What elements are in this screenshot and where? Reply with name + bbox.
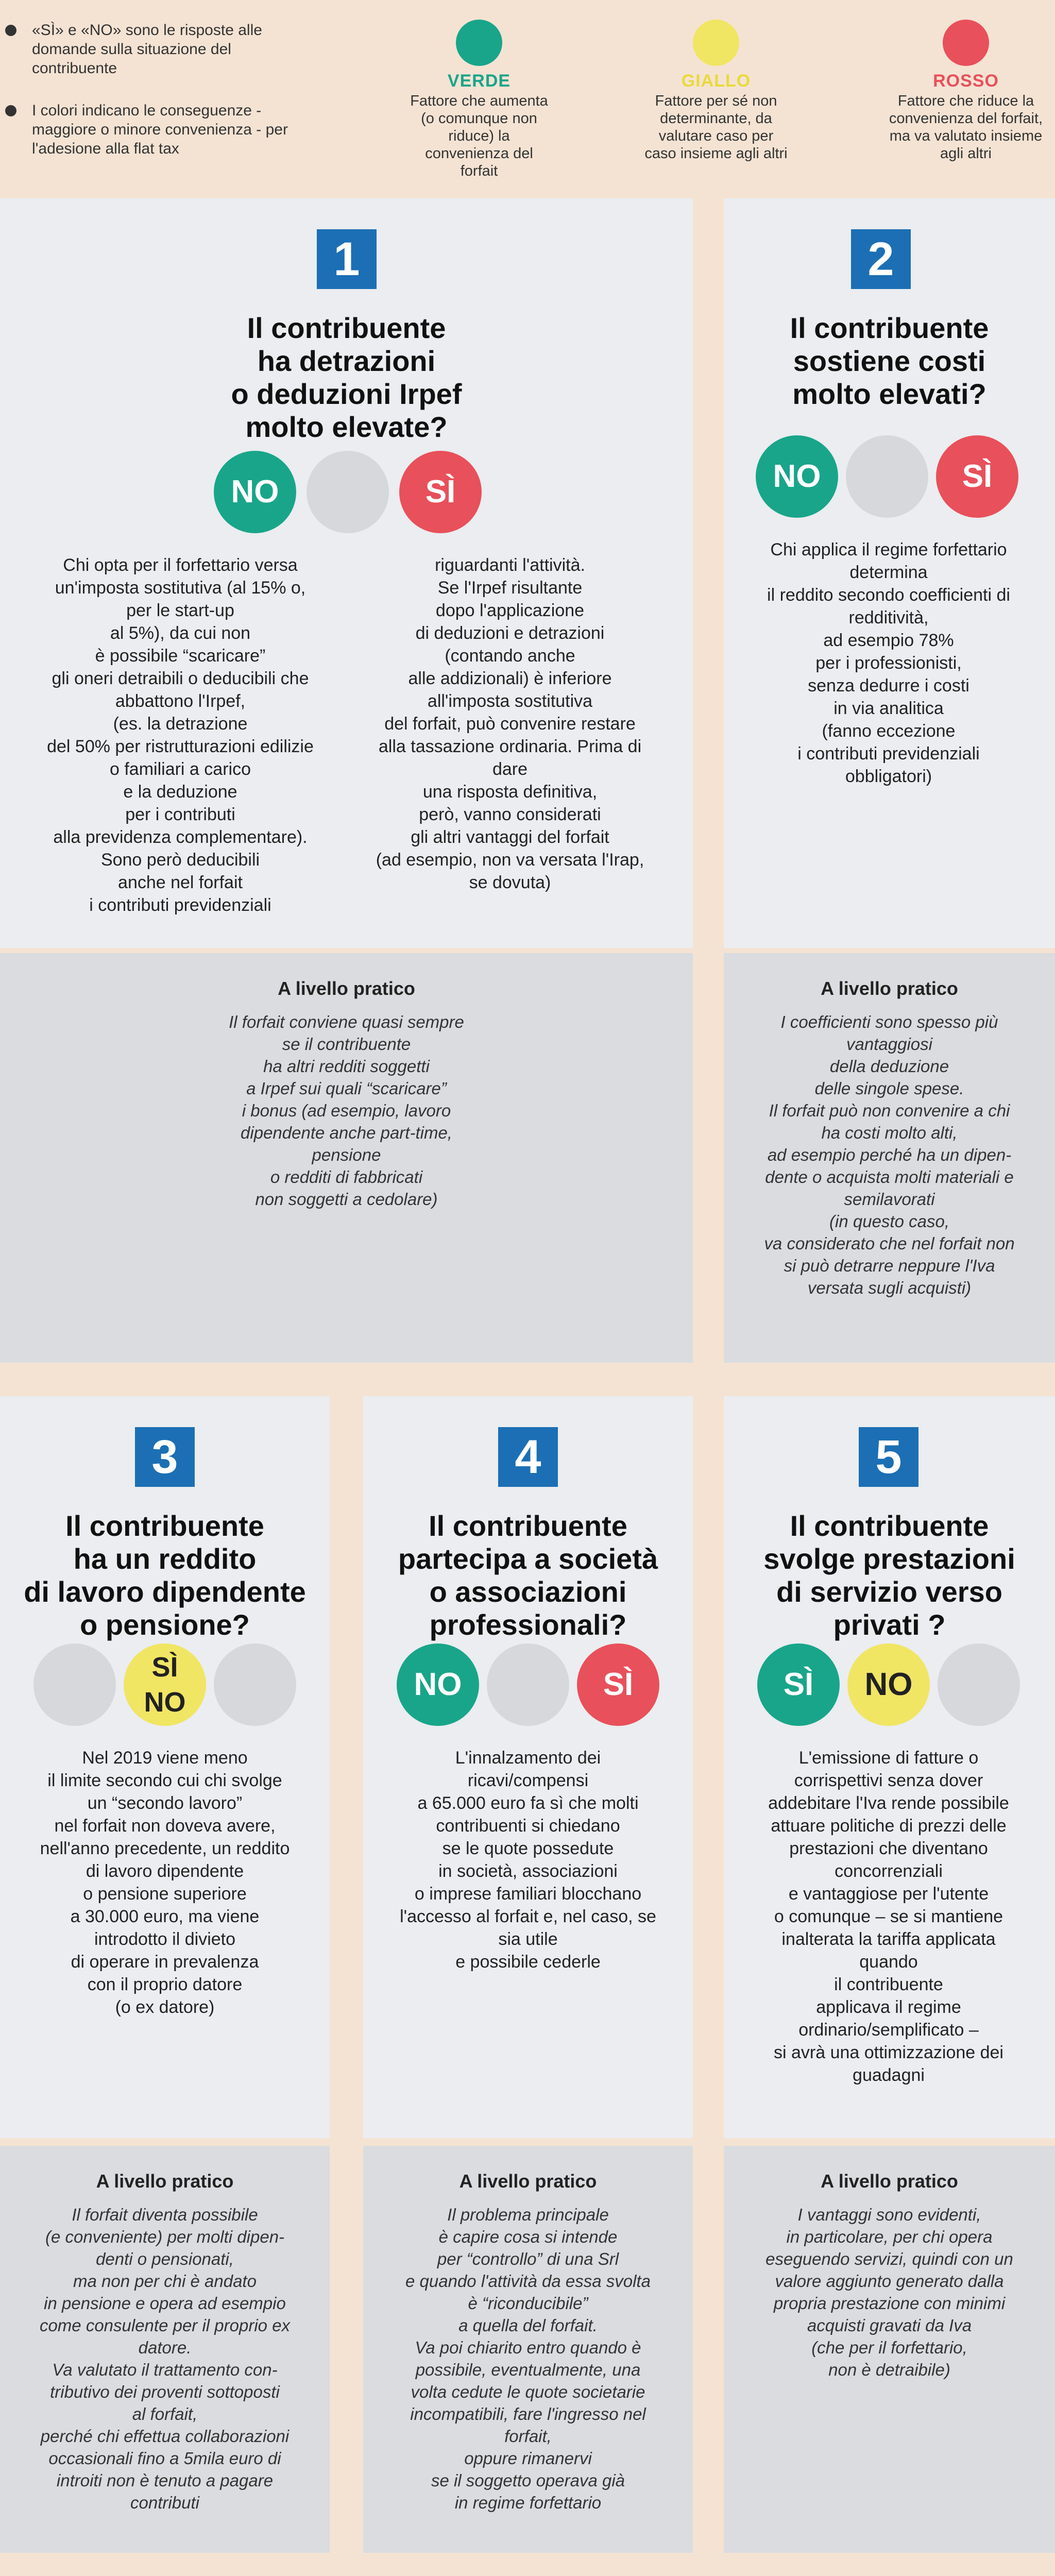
practice-heading: A livello pratico — [459, 2171, 597, 2192]
answer-empty — [214, 1643, 296, 1726]
question-body: Chi applica il regime forfettario determina il reddito secondo coefficienti di redditività, ad esempio 78% per i professionisti, senza dedurre i costi in via analitica (fanno eccezione i contributi previdenziali obbligatori) — [767, 540, 1010, 786]
answer-no-yellow: NO — [847, 1643, 930, 1726]
answer-si-red: SÌ — [936, 435, 1018, 518]
bullet-icon — [5, 105, 16, 116]
practice-heading: A livello pratico — [821, 978, 958, 999]
answer-row — [363, 1643, 693, 1726]
answer-empty — [938, 1643, 1020, 1726]
question-number: 2 — [851, 229, 911, 289]
question-body: L'emissione di fatture o corrispettivi senza dover addebitare l'Iva rende possibile attuare politiche di prezzi delle prestazioni che diventano concorrenziali e vantaggiose per l'utente o comunque – se si mantiene inalterata la tariffa applicata quando il contribuente applicava il regime ordinario/semplificato – si avrà una ottimizzazione dei guadagni — [768, 1748, 1009, 2085]
question-title: Il contribuente sostiene costi molto elevati? — [790, 312, 989, 410]
question-card-4 — [363, 1396, 693, 2138]
legend-item-rosso: ROSSO Fattore che riduce la convenienza del forfait, ma va valutato insieme agli altri — [883, 20, 1048, 162]
question-number: 3 — [135, 1427, 195, 1487]
practice-text: I vantaggi sono evidenti, in particolare, per chi opera eseguendo servizi, quindi con un valore aggiunto generato dalla propria prestazione con minimi acquisti gravati da Iva (che per il forfettario, non è detraibile) — [765, 2205, 1013, 2379]
answer-empty — [33, 1643, 116, 1726]
question-title: Il contribuente svolge prestazioni di servizio verso privati ? — [763, 1510, 1015, 1641]
question-body: Nel 2019 viene meno il limite secondo cui chi svolge un “secondo lavoro” nel forfait non doveva avere, nell'anno precedente, un reddito di lavoro dipendente o pensione superiore a 30.000 euro, ma viene introdotto il divieto di operare in prevalenza con il proprio datore (o ex datore) — [40, 1748, 290, 2017]
practice-card-3 — [0, 2146, 330, 2553]
question-body-left: Chi opta per il forfettario versa un'imposta sostitutiva (al 15% o, per le start-up al 5%), da cui non è possibile “scaricare” gli oneri detraibili o deducibili che abbattono l'Irpef, (es. la detrazione del 50% per ristrutturazioni edilizie o familiari a carico e la deduzione per i contributi alla previdenza complementare). Sono però deducibili anche nel forfait i contributi previdenziali — [47, 555, 314, 915]
legend-item-verde: VERDE Fattore che aumenta (o comunque non riduce) la convenienza del forfait — [404, 20, 554, 180]
practice-heading: A livello pratico — [821, 2171, 958, 2192]
red-circle-icon — [943, 20, 989, 66]
practice-heading: A livello pratico — [278, 978, 415, 999]
practice-text: Il forfait conviene quasi sempre se il contribuente ha altri redditi soggetti a Irpef sui quali “scaricare” i bonus (ad esempio, lavoro dipendente anche part-time, pensione o redditi di fabbricati non soggetti a cedolare) — [229, 1012, 464, 1209]
question-title: Il contribuente ha un reddito di lavoro dipendente o pensione? — [24, 1510, 306, 1641]
answer-row — [724, 1643, 1055, 1726]
answer-empty — [846, 435, 928, 518]
yellow-circle-icon — [693, 20, 739, 66]
practice-text: I coefficienti sono spesso più vantaggiosi della deduzione delle singole spese. Il forfait può non convenire a chi ha costi molto alti, ad esempio perché ha un dipen- dente o acquista molti materiali e semilavorati (in questo caso, va considerato che nel forfait non si può detrarre neppure l'Iva versata sugli acquisti) — [764, 1012, 1015, 1297]
question-title: Il contribuente ha detrazioni o deduzioni Irpef molto elevate? — [231, 312, 462, 443]
question-title: Il contribuente partecipa a società o associazioni professionali? — [398, 1510, 658, 1641]
practice-heading: A livello pratico — [96, 2171, 234, 2192]
answer-empty — [487, 1643, 569, 1726]
bullet-icon — [5, 25, 16, 36]
question-body-right: riguardanti l'attività. Se l'Irpef risultante dopo l'applicazione di deduzioni e detrazioni (contando anche alle addizionali) è inferiore all'imposta sostitutiva del forfait, può convenire restare alla tassazione ordinaria. Prima di dare una risposta definitiva, però, vanno considerati gli altri vantaggi del forfait (ad esempio, non va versata l'Irap, se dovuta) — [376, 555, 644, 892]
answer-row — [0, 451, 693, 533]
practice-card-5 — [724, 2146, 1055, 2553]
answer-si-red: SÌ — [399, 451, 482, 533]
question-card-5 — [724, 1396, 1055, 2138]
question-body: L'innalzamento dei ricavi/compensi a 65.000 euro fa sì che molti contribuenti si chiedano se le quote possedute in società, associazioni o imprese familiari blocchano l'accesso al forfait e, nel caso, se sia utile e possibile cederle — [400, 1748, 656, 1972]
answer-no-green: NO — [756, 435, 838, 518]
green-circle-icon — [456, 20, 502, 66]
answer-empty — [307, 451, 389, 533]
practice-text: Il problema principale è capire cosa si intende per “controllo” di una Srl e quando l'attività da essa svolta è “riconducibile” a quella del forfait. Va poi chiarito entro quando è possibile, eventualmente, una volta cedute le quote societarie incompatibili, fare l'ingresso nel forfait, oppure rimanervi se il soggetto operava già in regime forfettario — [405, 2205, 651, 2512]
question-number: 4 — [498, 1427, 558, 1487]
answer-row — [0, 1643, 330, 1726]
question-card-3 — [0, 1396, 330, 2138]
answer-no-green: NO — [214, 451, 296, 533]
question-card-1 — [0, 198, 693, 948]
practice-card-1 — [0, 953, 693, 1363]
question-number: 1 — [317, 229, 377, 289]
answer-si-green: SÌ — [757, 1643, 840, 1726]
answer-si-no-yellow: SÌ NO — [124, 1643, 206, 1726]
question-number: 5 — [859, 1427, 918, 1487]
answer-si-red: SÌ — [577, 1643, 659, 1726]
legend-note: I colori indicano le conseguenze - maggiore o minore convenienza - per l'adesione alla flat tax — [5, 101, 314, 158]
answer-no-green: NO — [397, 1643, 479, 1726]
question-card-2 — [724, 198, 1055, 948]
practice-card-2 — [724, 953, 1055, 1363]
practice-text: Il forfait diventa possibile (e conveniente) per molti dipen- denti o pensionati, ma non per chi è andato in pensione e opera ad esempio come consulente per il proprio ex datore. Va valutato il trattamento con- tributivo dei proventi sottoposti al forfait, perché chi effettua collaborazioni occasionali fino a 5mila euro di introiti non è tenuto a pagare contributi — [39, 2205, 291, 2512]
answer-row — [724, 435, 1055, 518]
legend-item-giallo: GIALLO Fattore per sé non determinante, da valutare caso per caso insieme agli altri — [641, 20, 791, 162]
legend-note: «SÌ» e «NO» sono le risposte alle domande sulla situazione del contribuente — [5, 21, 314, 78]
legend — [0, 0, 1055, 198]
practice-card-4 — [363, 2146, 693, 2553]
